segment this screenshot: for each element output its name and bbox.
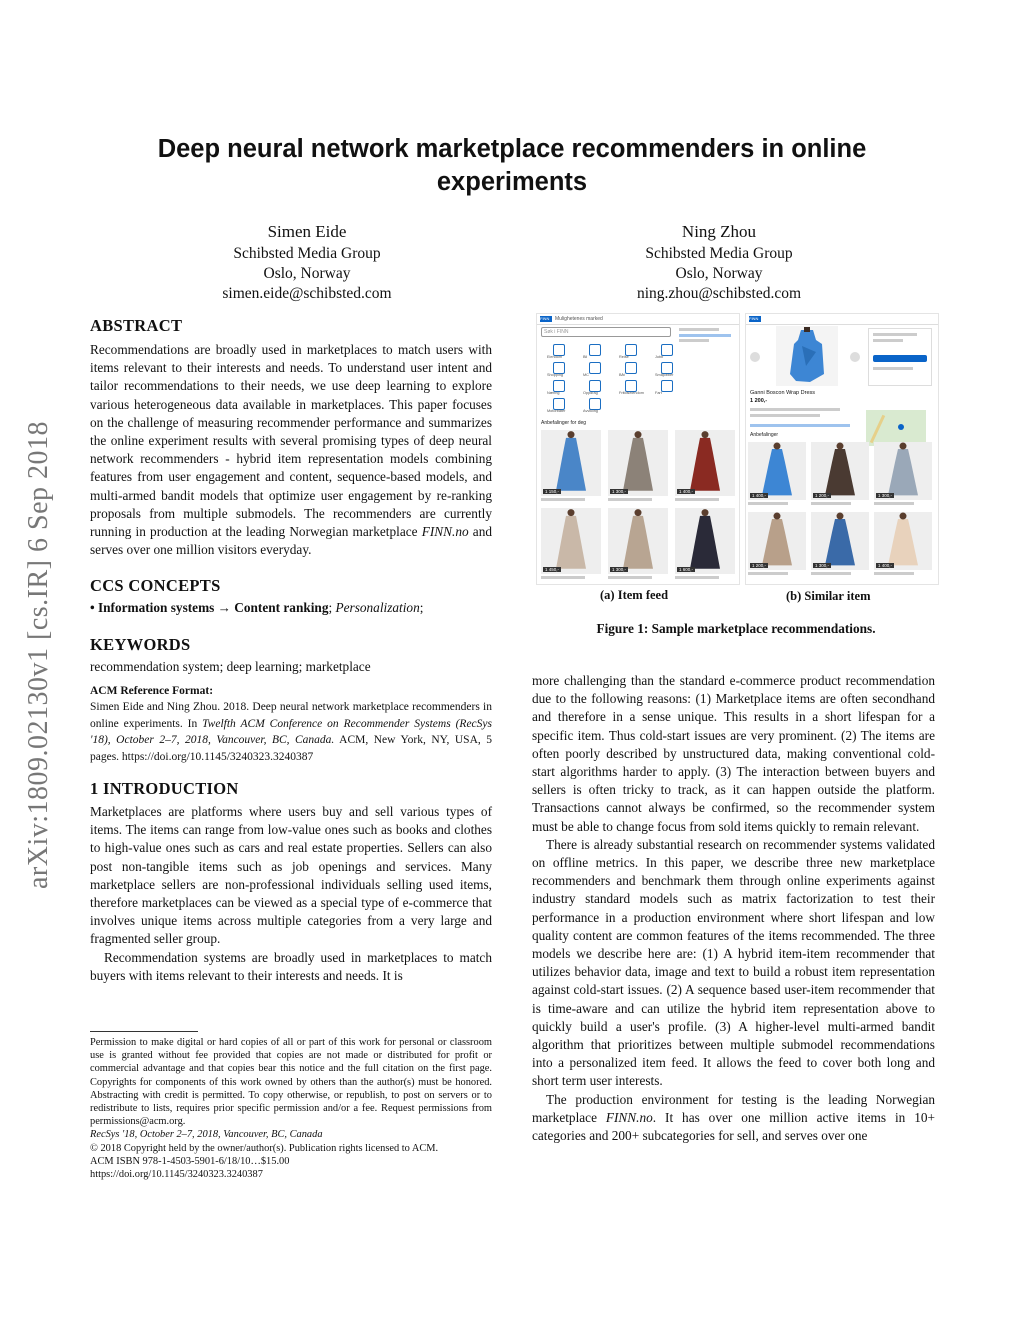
author-email: simen.eide@schibsted.com bbox=[222, 285, 392, 302]
author-email: ning.zhou@schibsted.com bbox=[636, 285, 802, 302]
item-feed-screenshot bbox=[536, 313, 740, 585]
price-tag: 1 400,- bbox=[878, 563, 893, 568]
intro-paragraph-3: more challenging than the standard e-commerce product recommendation due to the following reasons: (1) Marketplace items are often secondhand and therefore in a sense unique. This results in a short lifespan for a specific item. Thus cold-start issues are very prominent. (2) The items are often poorly described by unstructured data, making conventional cold-start algorithms harder to apply. (3) The interaction between buyers and sellers is often tricky to track, as it can happen outside the platform. Transactions cannot always be confirmed, so the recommender system must be able to change focus from sold items quickly to remain relevant. bbox=[532, 673, 935, 834]
permission-notice: Permission to make digital or hard copies of all or part of this work for personal or classroom use is granted without fee provided that copies are not made or distributed for profit or commercial advantage and that copies bear this notice and the full citation on the first page. Copyrights for components of this work owned by others than the author(s) must be honored. Abstracting with credit is permitted. To copy otherwise, or republish, to post on servers or to redistribute to lists, requires prior specific permission and/or a fee. Request permissions from permissions@acm.org. bbox=[90, 1037, 492, 1128]
dress-image bbox=[874, 512, 932, 570]
item-caption bbox=[608, 576, 652, 579]
logo-text: FINN bbox=[540, 316, 550, 321]
ccs-text: • Information systems → Content ranking; Personalization; bbox=[90, 600, 424, 616]
author-affiliation: Schibsted Media Group bbox=[233, 245, 381, 262]
acm-ref-text: Simen Eide and Ning Zhou. 2018. Deep neural network marketplace recommenders in online experiments. In Twelfth ACM Conference on Recommender Systems (RecSys '18), October 2–7, 2018, Vancouver, BC, Canada. ACM, New York, NY, USA, 5 pages. https://doi.org/10.1145/3240323.3240387 bbox=[90, 700, 492, 764]
price-tag: 1 200,- bbox=[752, 563, 767, 568]
dress-image bbox=[541, 508, 601, 574]
author-block-1 bbox=[157, 220, 457, 304]
category-label: Båt bbox=[619, 373, 625, 377]
dress-image bbox=[608, 508, 668, 574]
ccs-heading: CCS CONCEPTS bbox=[90, 576, 221, 596]
category-label: Småjobber bbox=[655, 373, 674, 377]
right-column bbox=[532, 672, 935, 1145]
copyright: © 2018 Copyright held by the owner/author(s). Publication rights licensed to ACM. bbox=[90, 1142, 439, 1154]
item-caption bbox=[675, 576, 719, 579]
figure-caption: Figure 1: Sample marketplace recommendations. bbox=[596, 621, 876, 636]
category-label: Shopping bbox=[547, 373, 564, 377]
dress-image bbox=[811, 442, 869, 500]
category-label: Fart bbox=[655, 391, 662, 395]
doi: https://doi.org/10.1145/3240323.3240387 bbox=[90, 1169, 263, 1181]
dress-image bbox=[608, 430, 668, 496]
price-tag: 1 300,- bbox=[815, 563, 830, 568]
side-text bbox=[679, 328, 719, 331]
intro-heading: 1 INTRODUCTION bbox=[90, 779, 239, 799]
subcaption-a: (a) Item feed bbox=[600, 588, 669, 602]
intro-paragraph-1: Marketplaces are platforms where users buy and sell various types of items. The items can range from low-value ones such as books and clothes to high-value ones such as cars and real estate properties. Sellers can also post non-tangible items such as job openings and services. Many marketplace sellers are non-professional individuals selling used items, therefore marketplaces can be viewed as a special type of e-commerce that involves unique items across multiple categories from a very large and fragmented seller group. bbox=[90, 804, 492, 947]
similar-item-screenshot bbox=[745, 313, 939, 585]
isbn: ACM ISBN 978-1-4503-5901-6/18/10…$15.00 bbox=[90, 1155, 290, 1167]
price-tag: 1 400,- bbox=[679, 489, 694, 494]
author-location: Oslo, Norway bbox=[263, 265, 351, 282]
item-caption bbox=[811, 502, 851, 505]
contact-button[interactable] bbox=[873, 355, 927, 362]
category-label: Reise bbox=[619, 355, 629, 359]
item-caption bbox=[748, 572, 788, 575]
category-icon[interactable] bbox=[589, 362, 601, 374]
similar-item-thumbnail[interactable] bbox=[748, 512, 806, 570]
category-icon[interactable] bbox=[589, 344, 601, 356]
price-tag: 1 150,- bbox=[545, 489, 560, 494]
price-tag: 1 300,- bbox=[612, 489, 627, 494]
main-item-image bbox=[776, 326, 838, 386]
feed-item-thumbnail[interactable] bbox=[675, 508, 735, 574]
dress-image bbox=[675, 430, 735, 496]
logo-text: FINN bbox=[749, 316, 759, 321]
author-location: Oslo, Norway bbox=[675, 265, 763, 282]
category-label: Jobb bbox=[655, 355, 664, 359]
dress-image bbox=[541, 430, 601, 496]
similar-item-thumbnail[interactable] bbox=[811, 512, 869, 570]
price-tag: 1 450,- bbox=[545, 567, 560, 572]
similar-item-thumbnail[interactable] bbox=[874, 442, 932, 500]
category-label: Avvikling bbox=[583, 409, 598, 413]
feed-topbar bbox=[537, 314, 739, 325]
author-affiliation: Schibsted Media Group bbox=[645, 245, 793, 262]
category-label: Fritidseiendom bbox=[619, 391, 644, 395]
feed-item-thumbnail[interactable] bbox=[675, 430, 735, 496]
category-label: Næring bbox=[547, 391, 560, 395]
price-tag: 1 200,- bbox=[815, 493, 830, 498]
map-thumbnail[interactable] bbox=[866, 410, 926, 446]
category-label: Bil bbox=[583, 355, 588, 359]
left-column bbox=[90, 315, 492, 985]
price-tag: 1 600,- bbox=[679, 567, 694, 572]
category-icon[interactable] bbox=[661, 380, 673, 392]
footnote bbox=[90, 1036, 492, 1181]
dress-image bbox=[811, 512, 869, 570]
author-block-2 bbox=[569, 220, 869, 304]
similar-item-thumbnail[interactable] bbox=[748, 442, 806, 500]
abstract-heading: ABSTRACT bbox=[90, 316, 183, 335]
similar-topbar bbox=[746, 314, 938, 325]
price-tag: 1 300,- bbox=[878, 493, 893, 498]
side-text bbox=[679, 339, 709, 342]
author-name: Ning Zhou bbox=[681, 222, 757, 241]
category-icon[interactable] bbox=[625, 362, 637, 374]
similar-label: Anbefalinger bbox=[750, 432, 779, 438]
intro-paragraph-5: The production environment for testing is the leading Norwegian marketplace FINN.no. It has over one million active items in 10+ categories and 200+ subcategories for sell, and serves over one bbox=[532, 1091, 935, 1144]
dress-image bbox=[874, 442, 932, 500]
venue: RecSys '18, October 2–7, 2018, Vancouver, BC, Canada bbox=[90, 1129, 323, 1141]
seller-box bbox=[868, 328, 932, 386]
category-label: Oppdrag bbox=[583, 391, 598, 395]
item-price: 1 200,- bbox=[750, 398, 768, 404]
prev-arrow-icon[interactable] bbox=[750, 352, 760, 362]
category-label: Motorbåter bbox=[547, 409, 566, 413]
recommend-label: Anbefalinger for deg bbox=[541, 420, 587, 426]
author-name: Simen Eide bbox=[267, 222, 347, 241]
keywords-heading: KEYWORDS bbox=[90, 634, 191, 654]
abstract-text: Recommendations are broadly used in marketplaces to match users with items relevant to their interests and needs. To understand user intent and tailor recommendations to their needs, we use deep learning to explore various heterogeneous data available in marketplaces. This paper focuses on the challenge of measuring recommender performance and summarizes the online experiment results with several promising types of deep neural network recommenders - hybrid item representation models combining features from user engagement and content, sequence-based models, and multi-armed bandit models that optimize user engagement by re-ranking proposals from multiple submodels. The recommenders are currently running in production at the leading Norwegian marketplace FINN.no and serves over one million visitors everyday. bbox=[90, 342, 492, 558]
feed-item-thumbnail[interactable] bbox=[608, 508, 668, 574]
feed-item-thumbnail[interactable] bbox=[541, 508, 601, 574]
item-caption bbox=[608, 498, 652, 501]
item-caption bbox=[874, 502, 914, 505]
item-caption bbox=[541, 498, 585, 501]
item-caption bbox=[675, 498, 719, 501]
arxiv-id: arXiv:1809.02130v1 [cs.IR] 6 Sep 2018 bbox=[23, 420, 54, 890]
price-tag: 1 400,- bbox=[752, 493, 767, 498]
side-link bbox=[679, 334, 731, 337]
next-arrow-icon[interactable] bbox=[850, 352, 860, 362]
search-input[interactable] bbox=[541, 327, 671, 337]
item-caption bbox=[748, 502, 788, 505]
item-title: Ganni Boscon Wrap Dress bbox=[750, 390, 816, 396]
feed-item-thumbnail[interactable] bbox=[608, 430, 668, 496]
dress-image bbox=[748, 512, 806, 570]
intro-paragraph-2: Recommendation systems are broadly used in marketplaces to match buyers with items relevant to their interests and needs. It is bbox=[90, 949, 492, 983]
item-caption bbox=[811, 572, 851, 575]
keywords-text: recommendation system; deep learning; marketplace bbox=[90, 658, 371, 674]
similar-item-thumbnail[interactable] bbox=[811, 442, 869, 500]
item-caption bbox=[874, 572, 914, 575]
paper-title: Deep neural network marketplace recommenders in online experiments bbox=[157, 135, 867, 196]
category-label: MC bbox=[583, 373, 589, 377]
subcaption-b: (b) Similar item bbox=[786, 589, 871, 603]
feed-item-thumbnail[interactable] bbox=[541, 430, 601, 496]
similar-item-thumbnail[interactable] bbox=[874, 512, 932, 570]
category-label: Eiendom bbox=[547, 355, 562, 359]
dress-image bbox=[675, 508, 735, 574]
intro-paragraph-4: There is already substantial research on recommender systems validated on offline metrics. In this paper, we describe three new marketplace recommenders and benchmark them through online experiments against industry standard models such as matrix factorization to test their performance in a production environment where short lifespan and low quality content are common features of the items recommended. The three models we describe here are: (1) A hybrid item-item recommender that utilizes behavior data, image and text to build a robust item representation against cold-start issues. (2) A sequence based user-item recommender that is time-aware and can utilize the hybrid item representation above to quickly build a user's profile. (3) A higher-level multi-armed bandit algorithm that prioritizes between multiple submodel recommendations into a personalized item feed. It allows the feed to cover both long and short term user interests. bbox=[532, 836, 935, 1089]
dress-image bbox=[748, 442, 806, 500]
acm-ref-heading: ACM Reference Format: bbox=[90, 684, 214, 697]
search-placeholder: Søk i FINN bbox=[544, 329, 569, 335]
price-tag: 1 300,- bbox=[612, 567, 627, 572]
arxiv-sidebar bbox=[4, 375, 74, 935]
nav-text: Mulighetenes marked bbox=[555, 316, 603, 322]
footnote-rule bbox=[90, 1031, 198, 1032]
item-caption bbox=[541, 576, 585, 579]
